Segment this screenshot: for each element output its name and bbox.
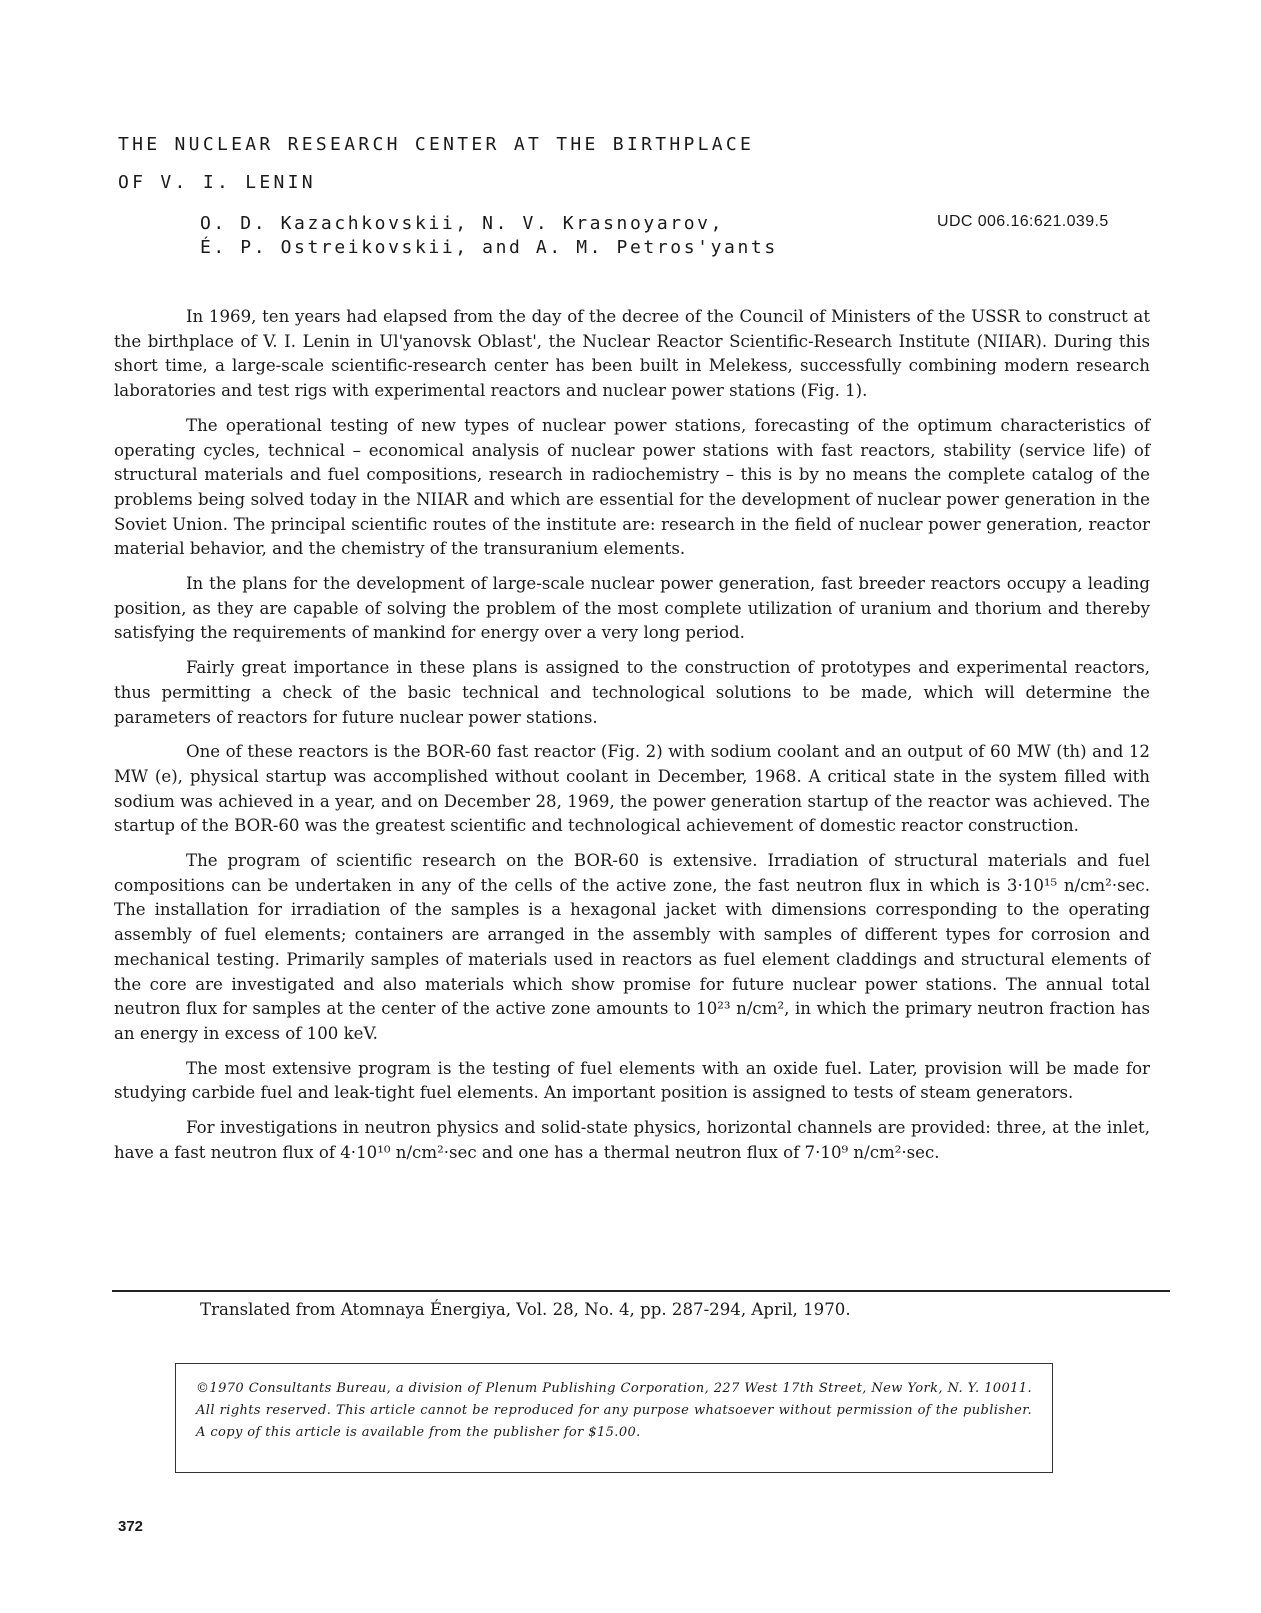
page-number: 372 <box>118 1518 144 1535</box>
paragraph-7: The most extensive program is the testing of fuel elements with an oxide fuel. Later, provision will be made for studying carbide fuel and leak-tight fuel elements. An important position is assigned to tests of steam generators. <box>114 1058 1150 1103</box>
authors-line-2: É. P. Ostreikovskii, and A. M. Petros'yants <box>200 237 778 258</box>
paragraph-5: One of these reactors is the BOR-60 fast reactor (Fig. 2) with sodium coolant and an output of 60 MW (th) and 12 MW (e), physical startup was accomplished without coolant in December, 1968. A critical state in the system filled with sodium was achieved in a year, and on December 28, 1969, the power generation startup of the reactor was achieved. The startup of the BOR-60 was the greatest scientific and technological achievement of domestic reactor construction. <box>114 742 1150 836</box>
paragraph-8: For investigations in neutron physics and solid-state physics, horizontal channels are provided: three, at the inlet, have a fast neutron flux of 4·10¹⁰ n/cm²·sec and one has a thermal neutron flux of 7·10⁹ n/cm²·sec. <box>114 1118 1150 1162</box>
authors-line-1: O. D. Kazachkovskii, N. V. Krasnoyarov, <box>200 213 725 234</box>
article-body <box>114 305 1150 1176</box>
translation-note: Translated from Atomnaya Énergiya, Vol. 28, No. 4, pp. 287-294, April, 1970. <box>200 1300 851 1319</box>
paragraph-1: In 1969, ten years had elapsed from the day of the decree of the Council of Ministers of the USSR to construct at the birthplace of V. I. Lenin in Ul'yanovsk Oblast', the Nuclear Reactor Scientific-Research Institute (NIIAR). During this short time, a large-scale scientific-research center has been built in Melekess, successfully combining modern research laboratories and test rigs with experimental reactors and nuclear power stations (Fig. 1). <box>114 307 1150 401</box>
udc-code: UDC 006.16:621.039.5 <box>937 213 1109 230</box>
copyright-notice: ©1970 Consultants Bureau, a division of Plenum Publishing Corporation, 227 West 17th Street, New York, N. Y. 10011. All rights reserved. This article cannot be reproduced for any purpose whatsoever without permission of the publisher. A copy of this article is available from the publisher for $15.00. <box>175 1363 1053 1473</box>
paragraph-2: The operational testing of new types of nuclear power stations, forecasting of the optimum characteristics of operating cycles, technical – economical analysis of nuclear power stations with fast reactors, stability (service life) of structural materials and fuel compositions, research in radiochemistry – this is by no means the complete catalog of the problems being solved today in the NIIAR and which are essential for the development of nuclear power generation in the Soviet Union. The principal scientific routes of the institute are: research in the field of nuclear power generation, reactor material behavior, and the chemistry of the transuranium elements. <box>114 415 1150 559</box>
title-line-2: OF V. I. LENIN <box>118 172 316 193</box>
footer-divider <box>112 1290 1170 1292</box>
author-list <box>200 212 778 260</box>
article-title <box>118 126 754 202</box>
title-line-1: THE NUCLEAR RESEARCH CENTER AT THE BIRTHPLACE <box>118 134 755 155</box>
paragraph-6: The program of scientific research on the BOR-60 is extensive. Irradiation of structural materials and fuel compositions can be undertaken in any of the cells of the active zone, the fast neutron flux in which is 3·10¹⁵ n/cm²·sec. The installation for irradiation of the samples is a hexagonal jacket with dimensions corresponding to the operating assembly of fuel elements; containers are arranged in the assembly with samples of different types for corrosion and mechanical testing. Primarily samples of materials used in reactors as fuel element claddings and structural elements of the core are investigated and also materials which show promise for future nuclear power stations. The annual total neutron flux for samples at the center of the active zone amounts to 10²³ n/cm², in which the primary neutron fraction has an energy in excess of 100 keV. <box>114 851 1150 1043</box>
paragraph-4: Fairly great importance in these plans is assigned to the construction of prototypes and experimental reactors, thus permitting a check of the basic technical and technological solutions to be made, which will determine the parameters of reactors for future nuclear power stations. <box>114 658 1150 727</box>
paragraph-3: In the plans for the development of large-scale nuclear power generation, fast breeder reactors occupy a leading position, as they are capable of solving the problem of the most complete utilization of uranium and thorium and thereby satisfying the requirements of mankind for energy over a very long period. <box>114 574 1150 643</box>
